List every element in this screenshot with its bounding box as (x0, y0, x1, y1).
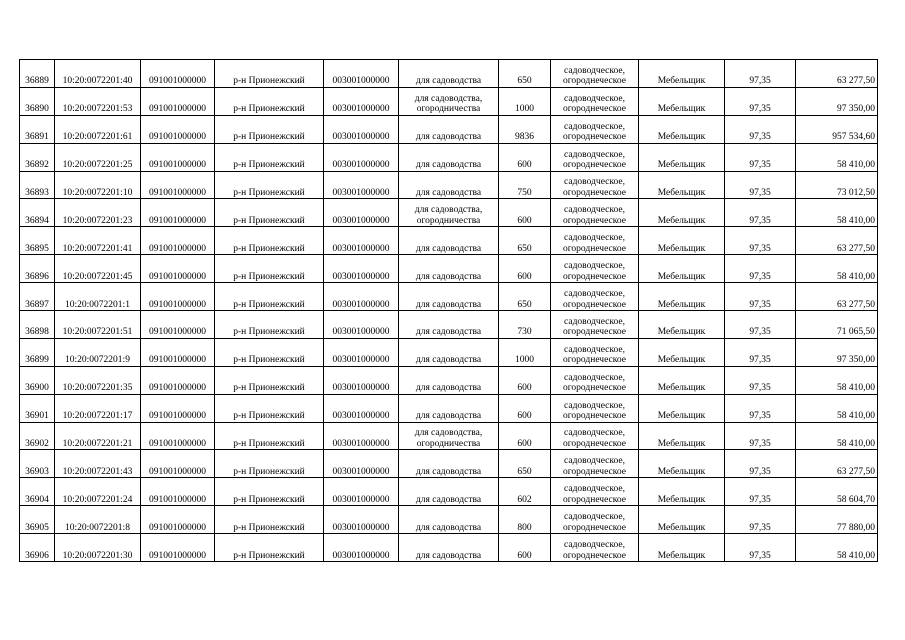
cadastral-number-cell: 10:20:0072201:23 (55, 199, 141, 227)
okato-code-cell: 091001000000 (141, 534, 215, 562)
okato-code-cell: 091001000000 (141, 143, 215, 171)
land-use-cell: для садоводства (399, 60, 499, 88)
row-id-cell: 36897 (20, 283, 55, 311)
area-cell: 1000 (499, 87, 551, 115)
area-cell: 600 (499, 143, 551, 171)
area-cell: 600 (499, 422, 551, 450)
table-row (20, 366, 878, 394)
price-cell: 97,35 (725, 394, 796, 422)
total-cell: 71 065,50 (796, 311, 878, 339)
organization-cell: Мебельщик (639, 478, 725, 506)
okato-code-cell: 091001000000 (141, 478, 215, 506)
total-cell: 58 410,00 (796, 143, 878, 171)
code-cell: 003001000000 (324, 283, 399, 311)
code-cell: 003001000000 (324, 87, 399, 115)
code-cell: 003001000000 (324, 115, 399, 143)
table-row (20, 534, 878, 562)
price-cell: 97,35 (725, 366, 796, 394)
category-cell: садоводческое, огороднеческое (551, 478, 639, 506)
code-cell: 003001000000 (324, 394, 399, 422)
area-cell: 750 (499, 171, 551, 199)
organization-cell: Мебельщик (639, 60, 725, 88)
total-cell: 58 410,00 (796, 199, 878, 227)
category-cell: садоводческое, огороднеческое (551, 171, 639, 199)
row-id-cell: 36903 (20, 450, 55, 478)
price-cell: 97,35 (725, 478, 796, 506)
cadastral-number-cell: 10:20:0072201:40 (55, 60, 141, 88)
category-cell: садоводческое, огороднеческое (551, 506, 639, 534)
table-row (20, 87, 878, 115)
row-id-cell: 36902 (20, 422, 55, 450)
land-use-cell: для садоводства, огородничества (399, 199, 499, 227)
okato-code-cell: 091001000000 (141, 394, 215, 422)
price-cell: 97,35 (725, 199, 796, 227)
table-row (20, 506, 878, 534)
district-cell: р-н Прионежский (215, 366, 324, 394)
row-id-cell: 36905 (20, 506, 55, 534)
code-cell: 003001000000 (324, 143, 399, 171)
district-cell: р-н Прионежский (215, 143, 324, 171)
price-cell: 97,35 (725, 60, 796, 88)
land-use-cell: для садоводства (399, 283, 499, 311)
land-use-cell: для садоводства (399, 115, 499, 143)
table-row (20, 115, 878, 143)
price-cell: 97,35 (725, 534, 796, 562)
okato-code-cell: 091001000000 (141, 506, 215, 534)
price-cell: 97,35 (725, 115, 796, 143)
table-row (20, 283, 878, 311)
category-cell: садоводческое, огороднеческое (551, 394, 639, 422)
category-cell: садоводческое, огороднеческое (551, 422, 639, 450)
cadastral-number-cell: 10:20:0072201:25 (55, 143, 141, 171)
district-cell: р-н Прионежский (215, 283, 324, 311)
area-cell: 600 (499, 199, 551, 227)
district-cell: р-н Прионежский (215, 60, 324, 88)
total-cell: 957 534,60 (796, 115, 878, 143)
code-cell: 003001000000 (324, 478, 399, 506)
total-cell: 58 410,00 (796, 534, 878, 562)
code-cell: 003001000000 (324, 311, 399, 339)
organization-cell: Мебельщик (639, 227, 725, 255)
district-cell: р-н Прионежский (215, 199, 324, 227)
okato-code-cell: 091001000000 (141, 338, 215, 366)
organization-cell: Мебельщик (639, 506, 725, 534)
price-cell: 97,35 (725, 171, 796, 199)
cadastral-number-cell: 10:20:0072201:8 (55, 506, 141, 534)
total-cell: 58 410,00 (796, 394, 878, 422)
area-cell: 1000 (499, 338, 551, 366)
category-cell: садоводческое, огороднеческое (551, 311, 639, 339)
okato-code-cell: 091001000000 (141, 171, 215, 199)
category-cell: садоводческое, огороднеческое (551, 115, 639, 143)
organization-cell: Мебельщик (639, 283, 725, 311)
table-body (20, 60, 878, 562)
area-cell: 9836 (499, 115, 551, 143)
price-cell: 97,35 (725, 422, 796, 450)
table-row (20, 143, 878, 171)
total-cell: 58 410,00 (796, 422, 878, 450)
category-cell: садоводческое, огороднеческое (551, 366, 639, 394)
table-row (20, 171, 878, 199)
area-cell: 600 (499, 394, 551, 422)
row-id-cell: 36901 (20, 394, 55, 422)
land-use-cell: для садоводства (399, 255, 499, 283)
area-cell: 602 (499, 478, 551, 506)
organization-cell: Мебельщик (639, 199, 725, 227)
area-cell: 600 (499, 255, 551, 283)
table-row (20, 199, 878, 227)
table-row (20, 255, 878, 283)
organization-cell: Мебельщик (639, 255, 725, 283)
category-cell: садоводческое, огороднеческое (551, 60, 639, 88)
category-cell: садоводческое, огороднеческое (551, 87, 639, 115)
organization-cell: Мебельщик (639, 422, 725, 450)
row-id-cell: 36893 (20, 171, 55, 199)
land-use-cell: для садоводства (399, 171, 499, 199)
row-id-cell: 36899 (20, 338, 55, 366)
code-cell: 003001000000 (324, 338, 399, 366)
code-cell: 003001000000 (324, 255, 399, 283)
total-cell: 63 277,50 (796, 283, 878, 311)
district-cell: р-н Прионежский (215, 422, 324, 450)
total-cell: 73 012,50 (796, 171, 878, 199)
code-cell: 003001000000 (324, 199, 399, 227)
okato-code-cell: 091001000000 (141, 199, 215, 227)
total-cell: 58 410,00 (796, 366, 878, 394)
okato-code-cell: 091001000000 (141, 60, 215, 88)
okato-code-cell: 091001000000 (141, 311, 215, 339)
code-cell: 003001000000 (324, 534, 399, 562)
area-cell: 800 (499, 506, 551, 534)
cadastral-number-cell: 10:20:0072201:17 (55, 394, 141, 422)
organization-cell: Мебельщик (639, 115, 725, 143)
land-plots-table (19, 59, 878, 562)
land-use-cell: для садоводства (399, 534, 499, 562)
cadastral-number-cell: 10:20:0072201:21 (55, 422, 141, 450)
land-use-cell: для садоводства (399, 394, 499, 422)
table-row (20, 422, 878, 450)
district-cell: р-н Прионежский (215, 227, 324, 255)
district-cell: р-н Прионежский (215, 87, 324, 115)
category-cell: садоводческое, огороднеческое (551, 199, 639, 227)
category-cell: садоводческое, огороднеческое (551, 450, 639, 478)
organization-cell: Мебельщик (639, 87, 725, 115)
code-cell: 003001000000 (324, 450, 399, 478)
land-use-cell: для садоводства (399, 506, 499, 534)
total-cell: 58 410,00 (796, 255, 878, 283)
table-row (20, 338, 878, 366)
total-cell: 97 350,00 (796, 338, 878, 366)
okato-code-cell: 091001000000 (141, 283, 215, 311)
category-cell: садоводческое, огороднеческое (551, 143, 639, 171)
price-cell: 97,35 (725, 338, 796, 366)
okato-code-cell: 091001000000 (141, 87, 215, 115)
code-cell: 003001000000 (324, 366, 399, 394)
total-cell: 63 277,50 (796, 450, 878, 478)
row-id-cell: 36904 (20, 478, 55, 506)
total-cell: 58 604,70 (796, 478, 878, 506)
price-cell: 97,35 (725, 506, 796, 534)
row-id-cell: 36892 (20, 143, 55, 171)
row-id-cell: 36900 (20, 366, 55, 394)
land-use-cell: для садоводства (399, 143, 499, 171)
organization-cell: Мебельщик (639, 338, 725, 366)
okato-code-cell: 091001000000 (141, 115, 215, 143)
code-cell: 003001000000 (324, 227, 399, 255)
organization-cell: Мебельщик (639, 366, 725, 394)
district-cell: р-н Прионежский (215, 311, 324, 339)
land-use-cell: для садоводства (399, 478, 499, 506)
land-use-cell: для садоводства (399, 227, 499, 255)
organization-cell: Мебельщик (639, 394, 725, 422)
organization-cell: Мебельщик (639, 143, 725, 171)
area-cell: 650 (499, 283, 551, 311)
district-cell: р-н Прионежский (215, 171, 324, 199)
organization-cell: Мебельщик (639, 450, 725, 478)
total-cell: 77 880,00 (796, 506, 878, 534)
price-cell: 97,35 (725, 450, 796, 478)
row-id-cell: 36894 (20, 199, 55, 227)
cadastral-number-cell: 10:20:0072201:1 (55, 283, 141, 311)
land-use-cell: для садоводства (399, 366, 499, 394)
code-cell: 003001000000 (324, 171, 399, 199)
area-cell: 600 (499, 366, 551, 394)
land-use-cell: для садоводства (399, 338, 499, 366)
organization-cell: Мебельщик (639, 171, 725, 199)
cadastral-number-cell: 10:20:0072201:35 (55, 366, 141, 394)
total-cell: 63 277,50 (796, 60, 878, 88)
table-row (20, 60, 878, 88)
district-cell: р-н Прионежский (215, 478, 324, 506)
row-id-cell: 36889 (20, 60, 55, 88)
total-cell: 63 277,50 (796, 227, 878, 255)
table-row (20, 311, 878, 339)
district-cell: р-н Прионежский (215, 394, 324, 422)
row-id-cell: 36898 (20, 311, 55, 339)
row-id-cell: 36896 (20, 255, 55, 283)
cadastral-number-cell: 10:20:0072201:61 (55, 115, 141, 143)
total-cell: 97 350,00 (796, 87, 878, 115)
row-id-cell: 36895 (20, 227, 55, 255)
okato-code-cell: 091001000000 (141, 366, 215, 394)
cadastral-number-cell: 10:20:0072201:30 (55, 534, 141, 562)
price-cell: 97,35 (725, 283, 796, 311)
organization-cell: Мебельщик (639, 534, 725, 562)
code-cell: 003001000000 (324, 60, 399, 88)
cadastral-number-cell: 10:20:0072201:10 (55, 171, 141, 199)
district-cell: р-н Прионежский (215, 450, 324, 478)
row-id-cell: 36890 (20, 87, 55, 115)
area-cell: 600 (499, 534, 551, 562)
code-cell: 003001000000 (324, 506, 399, 534)
category-cell: садоводческое, огороднеческое (551, 283, 639, 311)
organization-cell: Мебельщик (639, 311, 725, 339)
price-cell: 97,35 (725, 255, 796, 283)
okato-code-cell: 091001000000 (141, 422, 215, 450)
area-cell: 650 (499, 60, 551, 88)
okato-code-cell: 091001000000 (141, 227, 215, 255)
okato-code-cell: 091001000000 (141, 450, 215, 478)
category-cell: садоводческое, огороднеческое (551, 255, 639, 283)
district-cell: р-н Прионежский (215, 506, 324, 534)
code-cell: 003001000000 (324, 422, 399, 450)
category-cell: садоводческое, огороднеческое (551, 534, 639, 562)
row-id-cell: 36891 (20, 115, 55, 143)
land-use-cell: для садоводства (399, 311, 499, 339)
price-cell: 97,35 (725, 311, 796, 339)
price-cell: 97,35 (725, 227, 796, 255)
district-cell: р-н Прионежский (215, 255, 324, 283)
table-row (20, 478, 878, 506)
cadastral-number-cell: 10:20:0072201:43 (55, 450, 141, 478)
price-cell: 97,35 (725, 87, 796, 115)
price-cell: 97,35 (725, 143, 796, 171)
area-cell: 730 (499, 311, 551, 339)
area-cell: 650 (499, 227, 551, 255)
cadastral-number-cell: 10:20:0072201:45 (55, 255, 141, 283)
cadastral-number-cell: 10:20:0072201:9 (55, 338, 141, 366)
category-cell: садоводческое, огороднеческое (551, 227, 639, 255)
district-cell: р-н Прионежский (215, 338, 324, 366)
land-use-cell: для садоводства (399, 450, 499, 478)
district-cell: р-н Прионежский (215, 115, 324, 143)
cadastral-number-cell: 10:20:0072201:41 (55, 227, 141, 255)
table-row (20, 394, 878, 422)
table-row (20, 227, 878, 255)
category-cell: садоводческое, огороднеческое (551, 338, 639, 366)
row-id-cell: 36906 (20, 534, 55, 562)
land-use-cell: для садоводства, огородничества (399, 422, 499, 450)
cadastral-number-cell: 10:20:0072201:24 (55, 478, 141, 506)
area-cell: 650 (499, 450, 551, 478)
cadastral-number-cell: 10:20:0072201:53 (55, 87, 141, 115)
cadastral-number-cell: 10:20:0072201:51 (55, 311, 141, 339)
land-use-cell: для садоводства, огородничества (399, 87, 499, 115)
district-cell: р-н Прионежский (215, 534, 324, 562)
table-row (20, 450, 878, 478)
okato-code-cell: 091001000000 (141, 255, 215, 283)
